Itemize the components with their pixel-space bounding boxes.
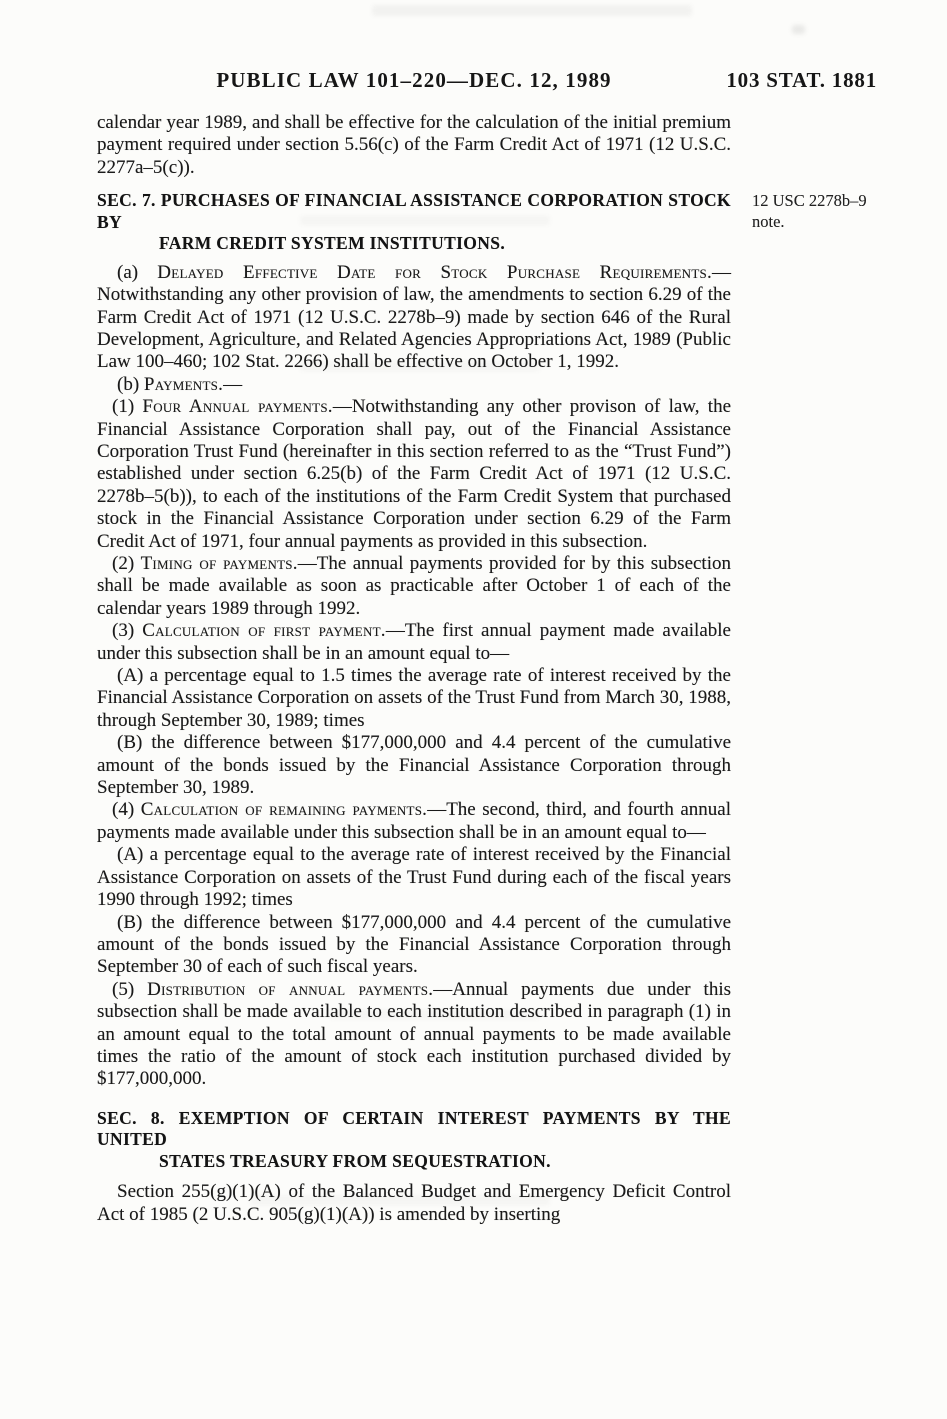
paragraph-b2-lead: Timing of payments. [140, 553, 298, 574]
paragraph-b3-text: —The first annual payment made available under this subsection shall be in an amount equal to— [97, 620, 731, 664]
paragraph-b3a [97, 665, 731, 732]
paragraph-sub-a-text: —Notwithstanding any other provision of law, the amendments to section 6.29 of the Farm Credit Act of 1971 (12 U.S.C. 2278b–9) made by section 646 of the Rural Development, Agriculture, and Related Agencies Appropriations Act, 1989 (Public Law 100–460; 102 Stat. 2266) shall be effective on October 1, 1992. [97, 261, 731, 373]
page-header-law-title: PUBLIC LAW 101–220—DEC. 12, 1989 [216, 68, 612, 92]
scan-artifact [372, 5, 692, 16]
page-header-stat-number: 103 STAT. 1881 [726, 68, 877, 92]
intro-paragraph-text: calendar year 1989, and shall be effective for the calculation of the initial premium payment required under section 5.56(c) of the Farm Credit Act of 1971 (12 U.S.C. 2277a–5(c)). [97, 112, 731, 178]
paragraph-b3-lead: Calculation of first payment. [142, 620, 386, 642]
paragraph-b4-lead: Calculation of remaining payments. [140, 799, 428, 821]
paragraph-b3b [97, 732, 731, 799]
paragraph-sub-b-lead: Payments. [143, 373, 224, 395]
paragraph-b5-label: (5) [112, 978, 148, 1000]
paragraph-b3a-text: a percentage equal to 1.5 times the average rate of interest received by the Financial Assistance Corporation on assets of the Trust Fund from March 30, 1988, through September 30, 1989; times [97, 665, 731, 731]
paragraph-b4a-label: (A) [117, 844, 150, 866]
text-column [97, 112, 731, 1226]
paragraph-sub-a-lead: Delayed Effective Date for Stock Purchase Requirements. [157, 261, 712, 283]
paragraph-b3b-text: the difference between $177,000,000 and 4.4 percent of the cumulative amount of the bonds issued by the Financial Assistance Corporation through September 30, 1989. [97, 732, 731, 799]
paragraph-b4b-label: (B) [117, 911, 152, 933]
sec7-heading-line1: SEC. 7. PURCHASES OF FINANCIAL ASSISTANCE CORPORATION STOCK BY [97, 190, 731, 232]
sec8-heading-line1: SEC. 8. EXEMPTION OF CERTAIN INTEREST PAYMENTS BY THE UNITED [97, 1107, 731, 1150]
scan-artifact [792, 25, 805, 34]
margin-note-usc-citation [752, 191, 912, 232]
paragraph-b1-label: (1) [112, 396, 143, 418]
paragraph-b4a-text: a percentage equal to the average rate of interest received by the Financial Assistance Corporation on assets of the Trust Fund during each of the fiscal years 1990 through 1992; times [97, 844, 731, 911]
paragraph-sub-a [97, 262, 731, 374]
paragraph-sub-b-text: — [223, 373, 243, 395]
sec8-paragraph [97, 1181, 731, 1226]
paragraph-b4 [97, 799, 731, 844]
margin-note-line1: 12 USC 2278b–9 [752, 191, 867, 210]
paragraph-sub-b [97, 374, 731, 396]
paragraph-b5-text: —Annual payments due under this subsection shall be made available to each institution described in paragraph (1) in an amount equal to the total amount of annual payments to be made available times the ratio of the amount of stock each institution purchased divided by $177,000,000. [97, 978, 731, 1090]
sec8-heading [97, 1108, 731, 1173]
paragraph-b4-label: (4) [112, 799, 141, 821]
paragraph-b4a [97, 844, 731, 911]
margin-note-line2: note. [752, 211, 785, 231]
sec8-heading-line2: STATES TREASURY FROM SEQUESTRATION. [159, 1150, 551, 1171]
paragraph-b3b-label: (B) [117, 732, 152, 754]
paragraph-b2-label: (2) [112, 553, 141, 574]
paragraph-b4-text: —The second, third, and fourth annual payments made available under this subsection shall be in an amount equal to— [97, 799, 731, 843]
paragraph-b1 [97, 396, 731, 553]
paragraph-b2 [97, 553, 731, 620]
paragraph-b5 [97, 979, 731, 1091]
paragraph-b4b-text: the difference between $177,000,000 and 4.4 percent of the cumulative amount of the bonds issued by the Financial Assistance Corporation through September 30 of each of such fiscal years. [97, 911, 731, 978]
paragraph-b1-lead: Four Annual payments. [142, 396, 333, 418]
paragraph-b3-label: (3) [112, 620, 143, 642]
paragraph-b3 [97, 620, 731, 665]
paragraph-b1-text: —Notwithstanding any other provison of law, the Financial Assistance Corporation shall pay, out of the Financial Assistance Corporation Trust Fund (hereinafter in this section referred to as the “Trust Fund”) established under section 6.25(b) of the Farm Credit Act of 1971 (12 U.S.C. 2278b–5(b)), to each of the institutions of the Farm Credit System that purchased stock in the Financial Assistance Corporation under section 6.29 of the Farm Credit Act of 1971, four annual payments as provided in this subsection. [97, 396, 732, 552]
intro-paragraph [97, 112, 731, 179]
sec7-heading-line2: FARM CREDIT SYSTEM INSTITUTIONS. [159, 233, 506, 254]
paragraph-b5-lead: Distribution of annual payments. [147, 978, 434, 1000]
sec8-paragraph-text: Section 255(g)(1)(A) of the Balanced Budget and Emergency Deficit Control Act of 1985 (2 U.S.C. 905(g)(1)(A)) is amended by inserting [97, 1181, 731, 1225]
paragraph-sub-a-label: (a) [117, 261, 158, 283]
paragraph-b2-text: —The annual payments provided for by this subsection shall be made available as soon as practicable after October 1 of each of the calendar years 1989 through 1992. [97, 553, 731, 619]
paragraph-b4b [97, 912, 731, 979]
sec7-heading [97, 190, 731, 255]
paragraph-sub-b-label: (b) [117, 373, 144, 395]
paragraph-b3a-label: (A) [117, 665, 150, 687]
